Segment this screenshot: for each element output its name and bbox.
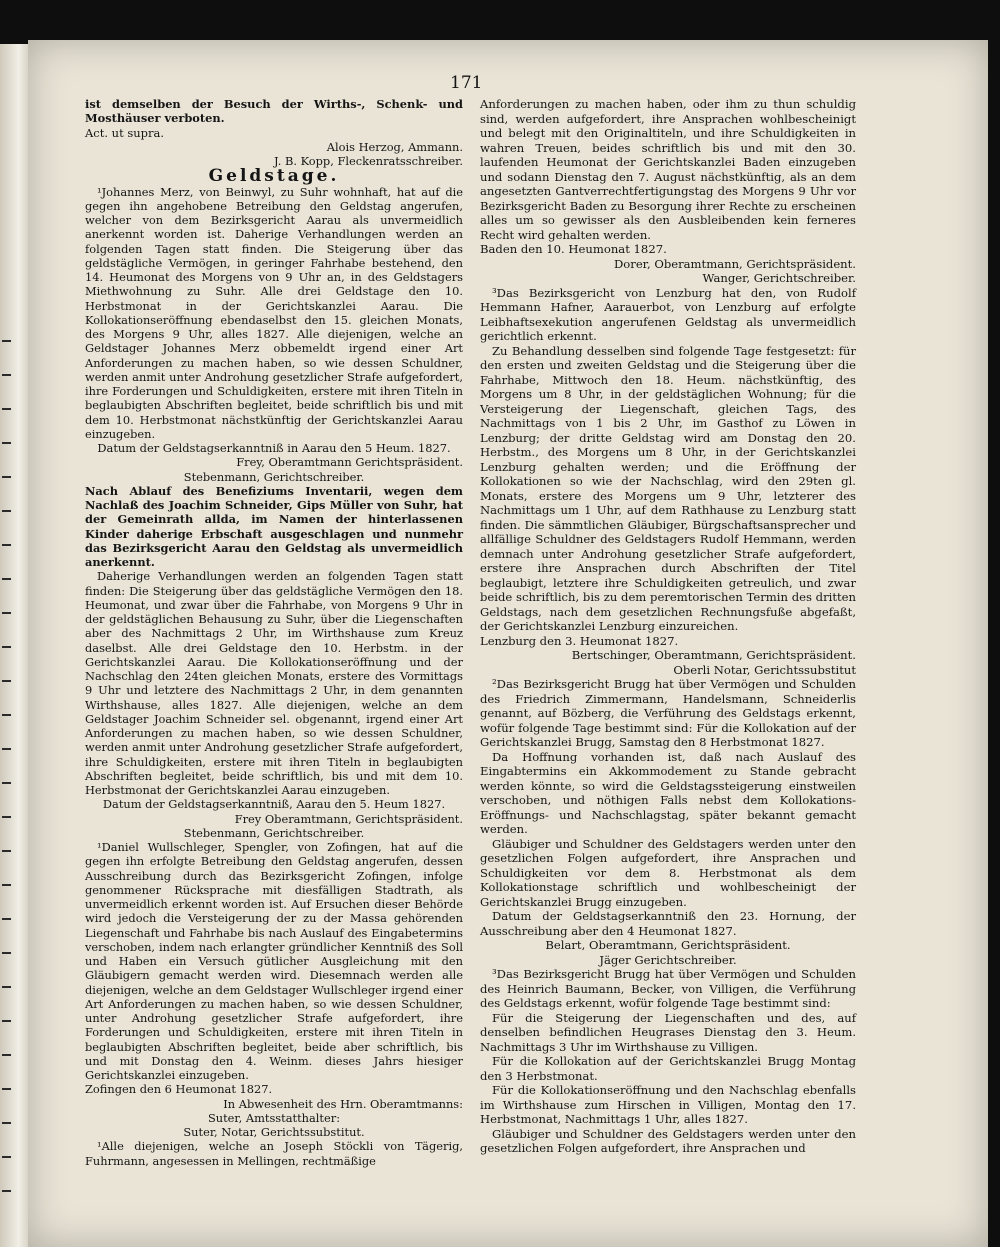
text-paragraph: Für die Kollokationseröffnung und den Nachschlag ebenfalls im Wirthshause zum Hirschen in Villigen, Montag den 17. Herbstmonat, Nachmittags 1 Uhr, alles 1827. <box>480 1083 856 1126</box>
text-paragraph: Suter, Amtsstatthalter: <box>207 1110 341 1125</box>
edge-mark <box>2 408 11 410</box>
right-column <box>480 97 856 1156</box>
text-paragraph: ³Das Bezirksgericht Brugg hat über Vermögen und Schulden des Heinrich Baumann, Becker, von Villigen, die Verführung des Geldstags erkennt, wofür folgende Tage bestimmt sind: <box>480 967 856 1010</box>
text-paragraph: Datum der Geldstagserkanntniß, Aarau den 5. Heum 1827. <box>102 797 446 812</box>
text-paragraph: ²Das Bezirksgericht Brugg hat über Vermögen und Schulden des Friedrich Zimmermann, Handelsmann, Schneiderlis genannt, auf Bözberg, die Verführung des Geldstags erkennt, wofür folgende Tage bestimmt sind: Für die Kollokation auf der Gerichtskanzlei Brugg, Samstag den 8 Herbstmonat 1827. <box>480 677 856 749</box>
edge-mark <box>2 748 11 750</box>
edge-mark <box>2 816 11 818</box>
text-paragraph: Zofingen den 6 Heumonat 1827. <box>85 1082 273 1097</box>
text-paragraph: Baden den 10. Heumonat 1827. <box>480 242 667 256</box>
text-paragraph: Dorer, Oberamtmann, Gerichtspräsident. <box>614 256 856 271</box>
edge-mark <box>2 646 11 648</box>
edge-mark <box>2 476 11 478</box>
left-column <box>85 97 463 1168</box>
section-heading: Geldstage. <box>208 166 340 187</box>
text-paragraph: In Abwesenheit des Hrn. Oberamtmanns: <box>223 1096 463 1111</box>
text-paragraph: Für die Kollokation auf der Gerichtskanzlei Brugg Montag den 3 Herbstmonat. <box>480 1054 856 1083</box>
text-paragraph: Nach Ablauf des Benefiziums Inventarii, wegen dem Nachlaß des Joachim Schneider, Gips Müller von Suhr, hat der Gemeinrath allda, im Namen der hinterlassenen Kinder daherige Erbschaft ausgeschlagen und nunmehr das Bezirksgericht Aarau den Geldstag als unvermeidlich anerkennt. <box>85 483 463 569</box>
edge-mark <box>2 578 11 580</box>
edge-mark <box>2 680 11 682</box>
text-paragraph: ist demselben der Besuch der Wirths-, Schenk- und Mosthäuser verboten. <box>85 97 463 126</box>
edge-mark <box>2 1190 11 1192</box>
edge-mark <box>2 442 11 444</box>
edge-mark <box>2 884 11 886</box>
text-paragraph: Gläubiger und Schuldner des Geldstagers werden unter den gesetzlichen Folgen aufgefordert, ihre Ansprachen und <box>480 1126 856 1155</box>
edge-mark <box>2 544 11 546</box>
edge-mark <box>2 340 11 342</box>
edge-mark <box>2 952 11 954</box>
edge-mark <box>2 918 11 920</box>
text-paragraph: Stebenmann, Gerichtschreiber. <box>183 825 365 840</box>
edge-mark <box>2 1156 11 1158</box>
edge-mark <box>2 986 11 988</box>
edge-mark <box>2 374 11 376</box>
text-paragraph: Oberli Notar, Gerichtssubstitut <box>673 662 856 677</box>
text-paragraph: Datum der Geldstagserkanntniß in Aarau den 5 Heum. 1827. <box>97 441 451 455</box>
text-paragraph: Da Hoffnung vorhanden ist, daß nach Auslauf des Eingabtermins ein Akkommodement zu Stande gebracht werden könnte, so wird die Geldstagssteigerung einstweilen verschoben, und nöthigen Falls nebst dem Kollokations-Eröffnungs- und Nachschlagstag, später bekannt gemacht werden. <box>480 749 856 836</box>
edge-mark <box>2 782 11 784</box>
text-paragraph: ¹Daniel Wullschleger, Spengler, von Zofingen, hat auf die gegen ihn erfolgte Betreibung den Geldstag angerufen, dessen Ausschreibung durch das Bezirksgericht Zofingen, infolge genommener Rücksprache mit diesfälligen Stadtrath, als unvermeidlich erkennt worden ist. Auf Ersuchen dieser Behörde wird jedoch die Versteigerung der zu der Massa gehörenden Liegenschaft und Fahrhabe bis nach Auslauf des Eingabetermins verschoben, indem nach erlangter gründlicher Kenntniß des Soll und Haben ein Versuch gütlicher Ausgleichung mit den Gläubigern gemacht werden wird. Diesemnach werden alle diejenigen, welche an dem Geldstager Wullschleger irgend einer Art Anforderungen zu machen haben, so wie dessen Schuldner, unter Androhung gesetzlicher Strafe aufgefordert, ihre Forderungen und Schuldigkeiten, erstere mit ihren Titeln in beglaubigten Abschriften begleitet, beide aber schriftlich, bis und mit Donstag den 4. Weinm. dieses Jahrs hiesiger Gerichtskanzlei einzugeben. <box>85 840 463 1082</box>
text-paragraph: Stebenmann, Gerichtschreiber. <box>183 469 365 484</box>
text-paragraph: J. B. Kopp, Fleckenratsschreiber. <box>274 154 463 168</box>
edge-mark <box>2 1020 11 1022</box>
text-paragraph: Für die Steigerung der Liegenschaften und des, auf denselben befindlichen Heugrases Dienstag den 3. Heum. Nachmittags 3 Uhr im Wirthshause zu Villigen. <box>480 1010 856 1054</box>
text-paragraph: Bertschinger, Oberamtmann, Gerichtspräsident. <box>571 648 856 662</box>
text-paragraph: Alois Herzog, Ammann. <box>326 139 463 154</box>
edge-mark <box>2 510 11 512</box>
edge-mark <box>2 1122 11 1124</box>
text-paragraph: Zu Behandlung desselben sind folgende Tage festgesetzt: für den ersten und zweiten Geldstag und die Steigerung über die Fahrhabe, Mittwoch den 18. Heum. nächstkünftig, des Morgens um 8 Uhr, in der geldstäglichen Wohnung; für die Versteigerung der Liegenschaft, gleichen Tags, des Nachmittags von 1 bis 2 Uhr, im Gasthof zu Löwen in Lenzburg; der dritte Geldstag wird am Donstag den 20. Herbstm., des Morgens um 8 Uhr, in der Gerichtskanzlei Lenzburg gehalten werden; und die Eröffnung der Kollokationen so wie der Nachschlag, wird den 29ten gl. Monats, erstere des Morgens um 9 Uhr, letzterer des Nachmittags um 1 Uhr, auf dem Rathhause zu Lenzburg statt finden. Die sämmtlichen Gläubiger, Bürgschaftsansprecher und allfällige Schuldner des Geldstagers Rudolf Hemmann, werden demnach unter Androhung gesetzlicher Strafe aufgefordert, erstere ihre Ansprachen durch Abschriften der Titel beglaubigt, letztere ihre Schuldigkeiten getreulich, und zwar beide schriftlich, bis zu dem peremtorischen Termin des dritten Geldstags, nach dem gesetzlichen Rechnungsfuße abgefaßt, der Gerichtskanzlei Lenzburg einzureichen. <box>480 343 856 633</box>
text-paragraph: Frey Oberamtmann, Gerichtspräsident. <box>234 811 463 826</box>
text-paragraph: Gläubiger und Schuldner des Geldstagers werden unter den gesetzlichen Folgen aufgefordert, ihre Ansprachen und Schuldigkeiten vor dem 8. Herbstmonat als dem Kollokationstage schriftlich und wohlbescheinigt der Gerichtskanzlei Brugg einzugeben. <box>480 836 856 909</box>
edge-mark <box>2 1088 11 1090</box>
text-paragraph: Wanger, Gerichtschreiber. <box>702 271 856 285</box>
edge-mark <box>2 714 11 716</box>
text-paragraph: ³Das Bezirksgericht von Lenzburg hat den, von Rudolf Hemmann Hafner, Aarauerbot, von Lenzburg auf erfolgte Leibhaftsexekution angerufenen Geldstag als unvermeidlich gerichtlich erkennt. <box>480 285 856 343</box>
text-paragraph: Daherige Verhandlungen werden an folgenden Tagen statt finden: Die Steigerung über das geldstägliche Vermögen den 18. Heumonat, und zwar über die Fahrhabe, von Morgens 9 Uhr in der geldstäglichen Behausung zu Suhr, über die Liegenschaften aber des Nachmittags 2 Uhr, im Wirthshause zum Kreuz daselbst. Alle drei Geldstage den 10. Herbstm. in der Gerichtskanzlei Aarau. Die Kollokationseröffnung und der Nachschlag den 24ten gleichen Monats, erstere des Vormittags 9 Uhr und letztere des Nachmittags 2 Uhr, in dem genannten Wirthshause, alles 1827. Alle diejenigen, welche an dem Geldstager Joachim Schneider sel. obgenannt, irgend einer Art Anforderungen zu machen haben, so wie dessen Schuldner, werden anmit unter Androhung gesetzlicher Strafe aufgefordert, ihre Schuldigkeiten, erstere mit ihren Titeln in beglaubigten Abschriften begleitet, beide schriftlich, bis und mit dem 10. Herbstmonat der Gerichtskanzlei Aarau einzugeben. <box>85 569 463 797</box>
text-paragraph: Belart, Oberamtmann, Gerichtspräsident. <box>545 938 791 952</box>
text-paragraph: Frey, Oberamtmann Gerichtspräsident. <box>236 455 463 470</box>
text-paragraph: Lenzburg den 3. Heumonat 1827. <box>480 633 679 648</box>
text-paragraph: ¹Alle diejenigen, welche an Joseph Stöckli von Tägerig, Fuhrmann, angesessen in Mellingen, rechtmäßige <box>85 1139 463 1168</box>
text-paragraph: Act. ut supra. <box>85 125 165 140</box>
edge-mark <box>2 612 11 614</box>
page-number: 171 <box>450 73 483 93</box>
text-paragraph: Jäger Gerichtschreiber. <box>599 952 737 967</box>
text-paragraph: Suter, Notar, Gerichtssubstitut. <box>183 1125 365 1139</box>
text-paragraph: Anforderungen zu machen haben, oder ihm zu thun schuldig sind, werden aufgefordert, ihre Ansprachen wohlbescheinigt und belegt mit den Originaltiteln, und ihre Schuldigkeiten in wahren Treuen, beides schriftlich bis und mit den 30. laufenden Heumonat der Gerichtskanzlei Baden einzugeben und sodann Dienstag den 7. August nächstkünftig, als an dem angesetzten Gantverrechtfertigungstag des Morgens 9 Uhr vor Bezirksgericht Baden zu Besorgung ihrer Rechte zu erscheinen alles um so gewisser als den Ausbleibenden kein ferneres Recht wird gehalten werden. <box>480 97 856 242</box>
edge-mark <box>2 850 11 852</box>
text-paragraph: ¹Johannes Merz, von Beinwyl, zu Suhr wohnhaft, hat auf die gegen ihn angehobene Betreibung den Geldstag angerufen, welcher von dem Bezirksgericht Aarau als unvermeidlich anerkennt worden ist. Daherige Verhandlungen werden an folgenden Tagen statt finden. Die Steigerung über das geldstägliche Vermögen, in geringer Fahrhabe bestehend, den 14. Heumonat des Morgens von 9 Uhr an, in des Geldstagers Miethwohnung zu Suhr. Alle drei Geldstage den 10. Herbstmonat in der Gerichtskanzlei Aarau. Die Kollokationseröffnung ebendaselbst den 15. gleichen Monats, des Morgens 9 Uhr, alles 1827. Alle diejenigen, welche an Geldstager Johannes Merz obbemeldt irgend einer Art Anforderungen zu machen haben, so wie dessen Schuldner, werden anmit unter Androhung gesetzlicher Strafe aufgefordert, ihre Forderungen und Schuldigkeiten, erstere mit ihren Titeln in beglaubigten Abschriften begleitet, beide schriftlich bis und mit dem 10. Herbstmonat nächstkünftig der Gerichtskanzlei Aarau einzugeben. <box>85 184 463 441</box>
edge-mark <box>2 1054 11 1056</box>
text-paragraph: Datum der Geldstagserkanntniß den 23. Hornung, der Ausschreibung aber den 4 Heumonat 1827. <box>480 909 856 938</box>
